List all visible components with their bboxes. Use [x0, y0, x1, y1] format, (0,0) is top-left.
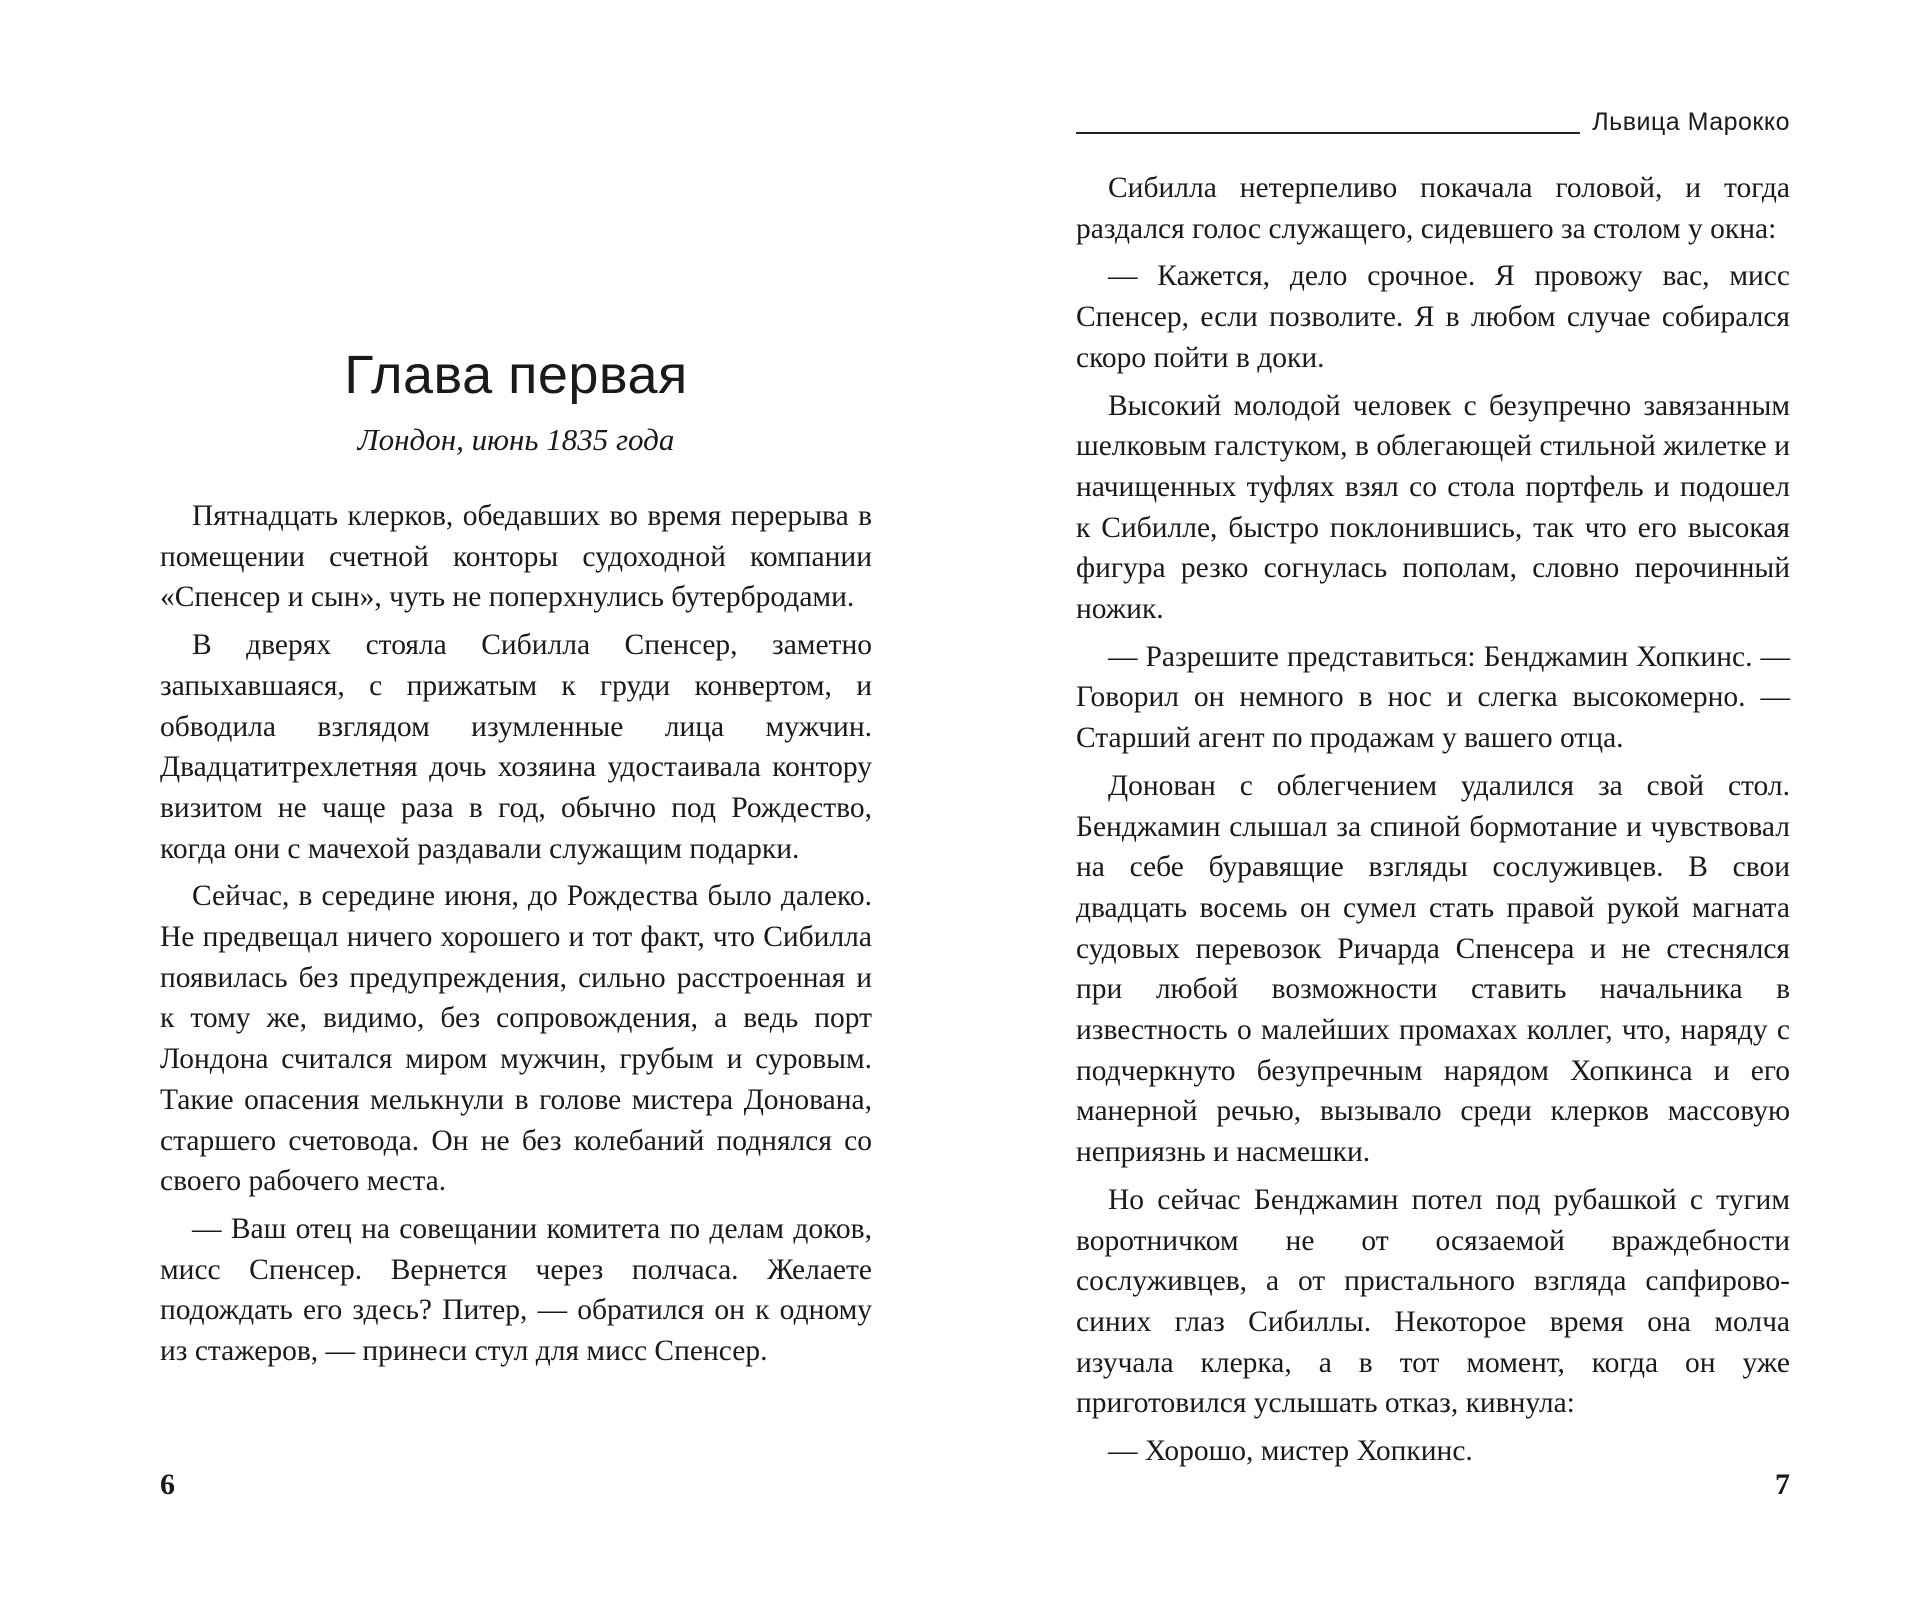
chapter-subtitle: Лондон, июнь 1835 года: [357, 422, 675, 457]
paragraph: Сейчас, в середине июня, до Рождества было далеко. Не предвещал ничего хорошего и тот факт, что Сибилла появилась без предупреждения, сильно расстроенная и к тому же, видимо, без сопровождения, а ведь порт Лондона считался миром мужчин, грубым и суровым. Такие опасения мелькнули в голове мистера Донована, старшего счетовода. Он не без колебаний поднялся со своего рабочего места.: [160, 880, 872, 1198]
header-rule: [1076, 132, 1580, 134]
paragraph: — Ваш отец на совещании комитета по делам доков, мисс Спенсер. Вернется через полчаса. Желаете подождать его здесь? Питер, — обратился он к одному из стажеров, — принеси стул для мисс Спенсер.: [160, 1212, 872, 1368]
paragraph: — Хорошо, мистер Хопкинс.: [1108, 1435, 1473, 1468]
chapter-title: Глава первая: [344, 345, 688, 405]
paragraph: Сибилла нетерпеливо покачала головой, и тогда раздался голос служащего, сидевшего за столом у окна:: [1076, 172, 1790, 245]
paragraph: Донован с облегчением удалился за свой стол. Бенджамин слышал за спиной бормотание и чувствовал на себе буравящие взгляды сослуживцев. В свои двадцать восемь он сумел стать правой рукой магната судовых перевозок Ричарда Спенсера и не стеснялся при любой возможности ставить начальника в известность о малейших промахах коллег, что, наряду с подчеркнуто безупречным нарядом Хопкинса и его манерной речью, вызывало среди клерков массовую неприязнь и насмешки.: [1076, 769, 1790, 1169]
right-body-text: [1076, 168, 1790, 1479]
paragraph: — Кажется, дело срочное. Я провожу вас, мисс Спенсер, если позволите. Я в любом случае собирался скоро пойти в доки.: [1076, 260, 1790, 374]
paragraph: Высокий молодой человек с безупречно завязанным шелковым галстуком, в облегающей стильной жилетке и начищенных туфлях взял со стола портфель и подошел к Сибилле, быстро поклонившись, так что его высокая фигура резко согнулась пополам, словно перочинный ножик.: [1076, 389, 1790, 626]
left-body-text: [160, 496, 872, 1379]
paragraph: Но сейчас Бенджамин потел под рубашкой с тугим воротничком не от осязаемой враждебности сослуживцев, а от пристального взгляда сапфирово-синих глаз Сибиллы. Некоторое время она молча изучала клерка, а в тот момент, когда он уже приготовился услышать отказ, кивнула:: [1076, 1183, 1790, 1420]
paragraph: — Разрешите представиться: Бенджамин Хопкинс. — Говорил он немного в нос и слегка высокомерно. — Старший агент по продажам у вашего отца.: [1076, 640, 1790, 755]
paragraph: В дверях стояла Сибилла Спенсер, заметно запыхавшаяся, с прижатым к груди конвертом, и обводила взглядом изумленные лица мужчин. Двадцатитрехлетняя дочь хозяина удостаивала контору визитом не чаще раза в год, обычно под Рождество, когда они с мачехой раздавали служащим подарки.: [160, 629, 872, 865]
page-number-right: 7: [1775, 1468, 1790, 1501]
running-header: [1076, 108, 1790, 144]
paragraph: Пятнадцать клерков, обедавших во время перерыва в помещении счетной конторы судоходной компании «Спенсер и сын», чуть не поперхнулись бутербродами.: [160, 500, 872, 614]
right-page: [1076, 0, 1790, 1599]
left-page: [160, 0, 872, 1599]
running-header-title: Львица Марокко: [1592, 108, 1790, 136]
page-number-left: 6: [160, 1468, 175, 1501]
